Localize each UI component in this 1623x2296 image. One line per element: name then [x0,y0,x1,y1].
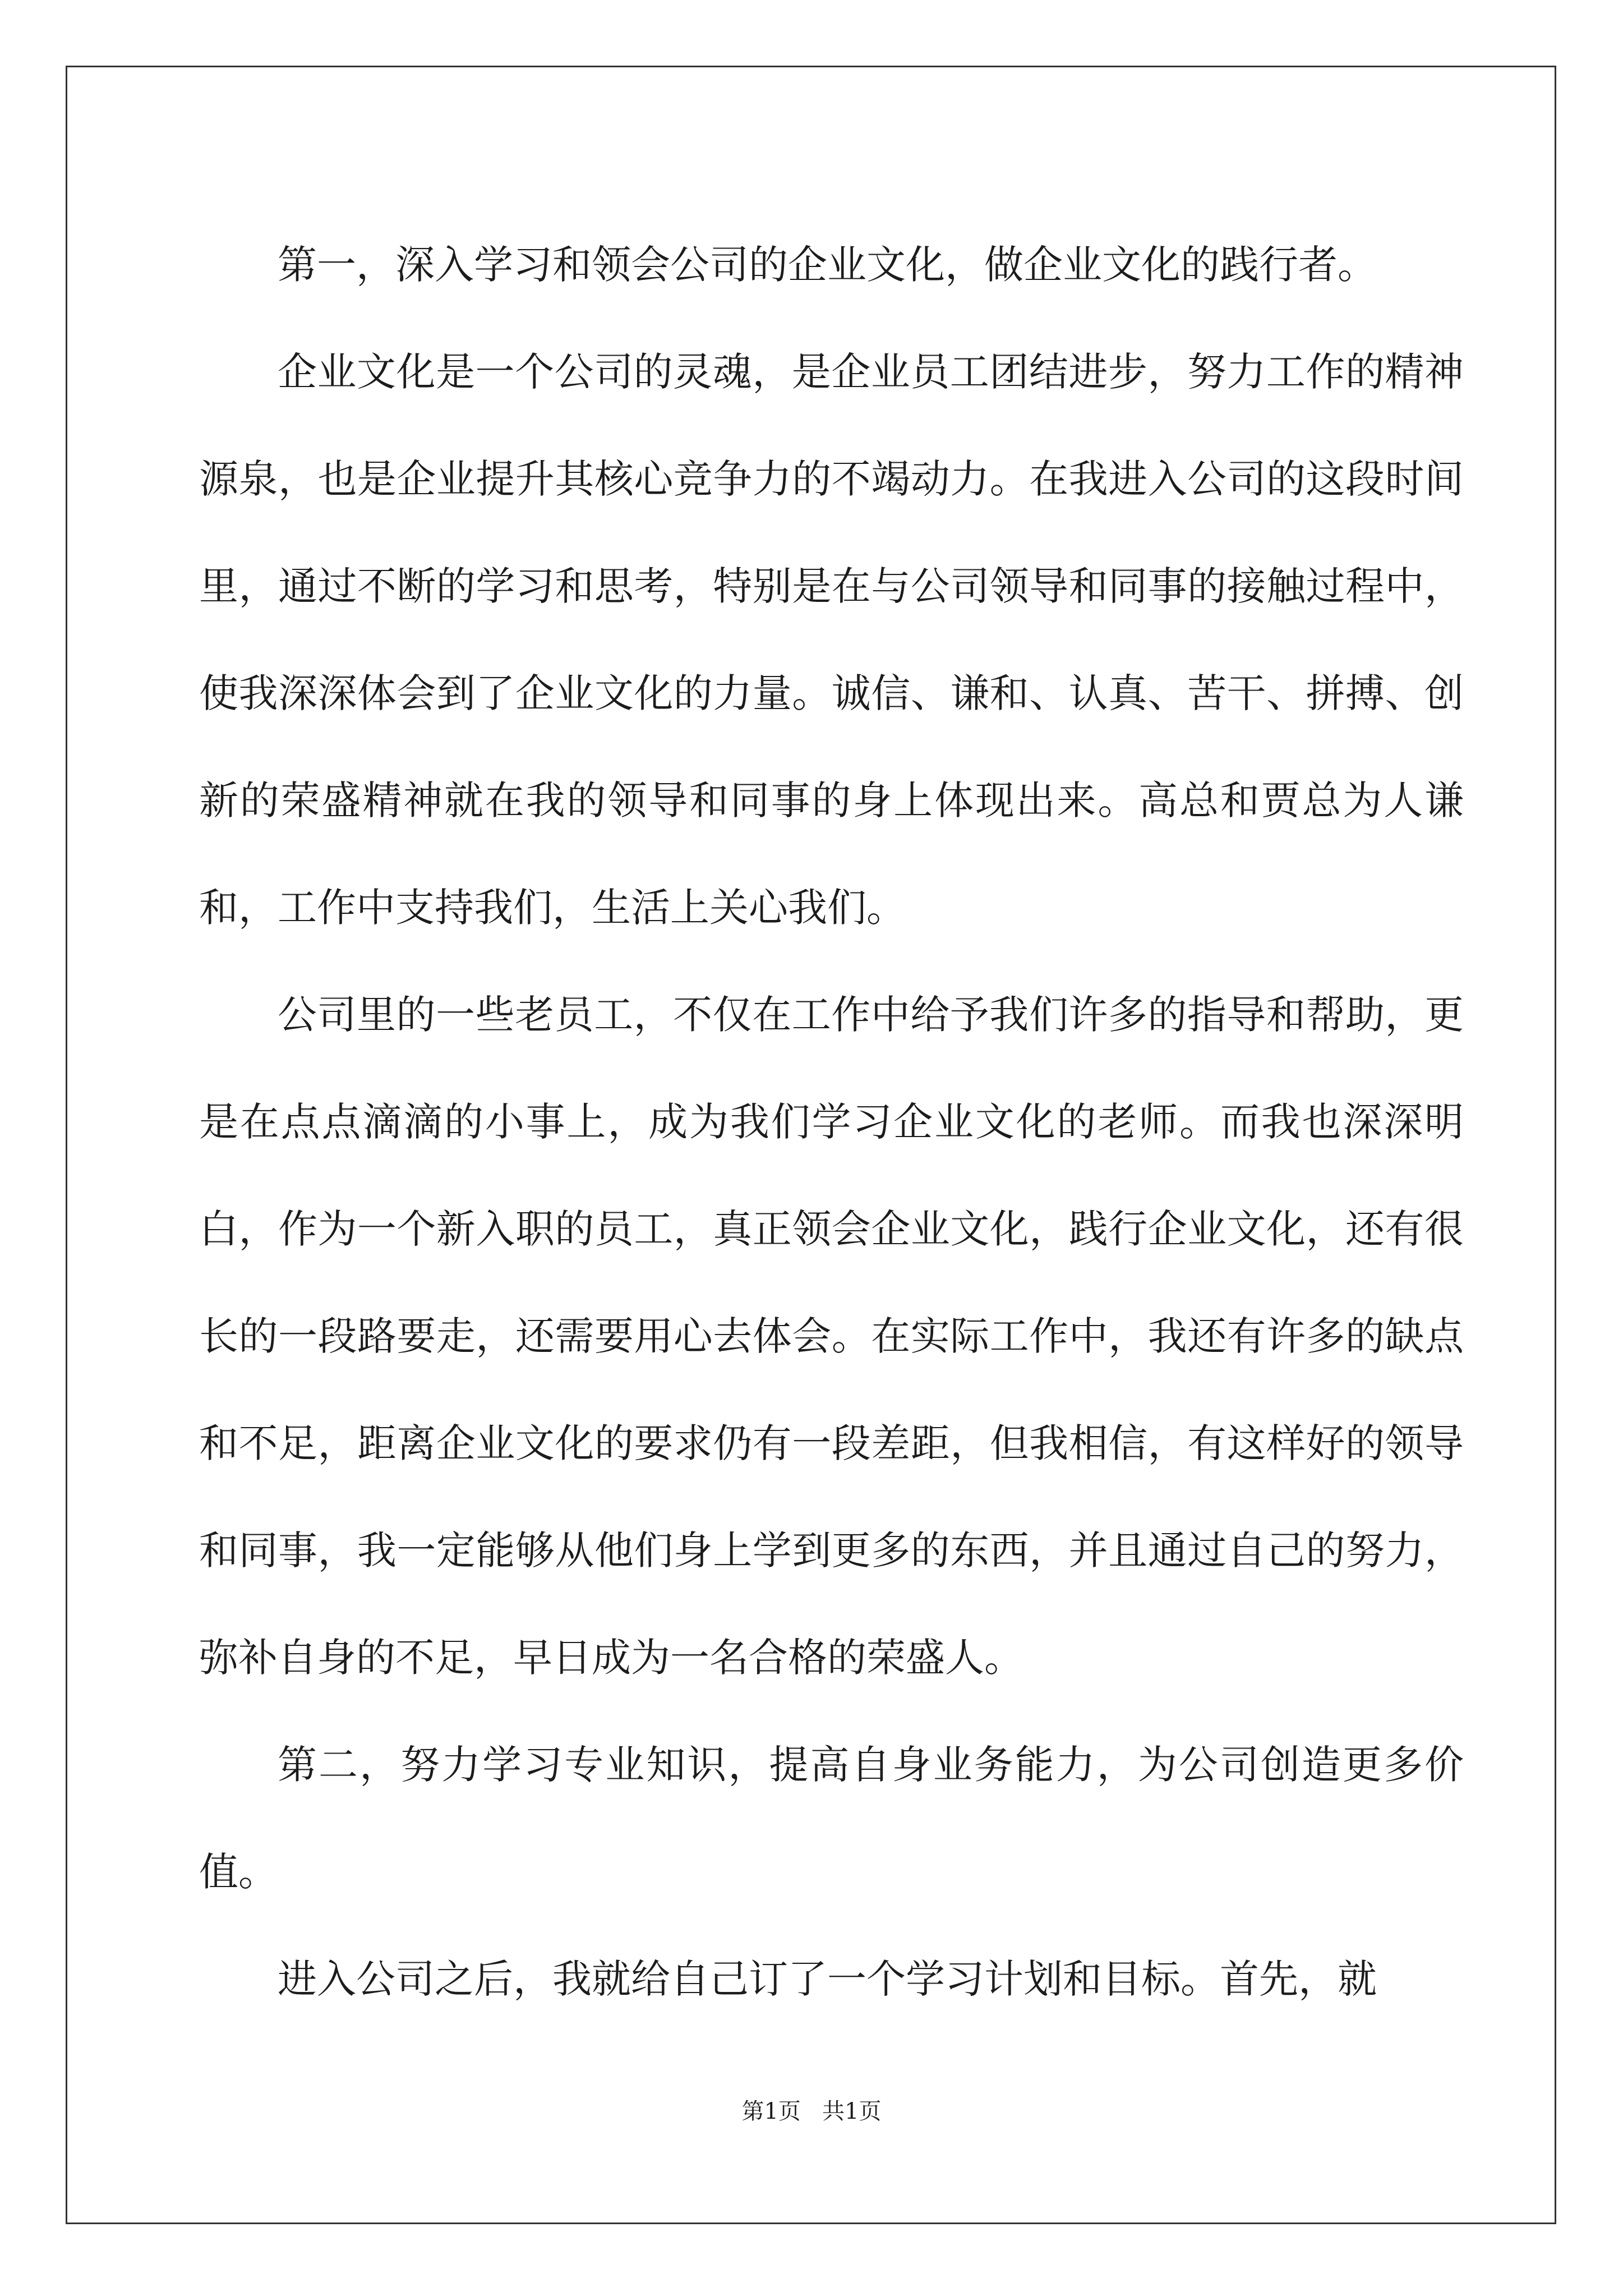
document-body [199,211,1464,2033]
paragraph-senior-staff: 公司里的一些老员工，不仅在工作中给予我们许多的指导和帮助，更是在点点滴滴的小事上，成为我们学习企业文化的老师。而我也深深明白，作为一个新入职的员工，真正领会企业文化，践行企业文化，还有很长的一段路要走，还需要用心去体会。在实际工作中，我还有许多的缺点和不足，距离企业文化的要求仍有一段差距，但我相信，有这样好的领导和同事，我一定能够从他们身上学到更多的东西，并且通过自己的努力，弥补自身的不足，早日成为一名合格的荣盛人。 [199,992,1464,1681]
paragraph-section-two-heading: 第二，努力学习专业知识，提高自身业务能力，为公司创造更多价值。 [199,1742,1464,1895]
page-number-footer: 第1页 共1页 [741,2099,882,2124]
paragraph-corporate-culture: 企业文化是一个公司的灵魂，是企业员工团结进步，努力工作的精神源泉，也是企业提升其核心竞争力的不竭动力。在我进入公司的这段时间里，通过不断的学习和思考，特别是在与公司领导和同事的接触过程中，使我深深体会到了企业文化的力量。诚信、谦和、认真、苦干、拼搏、创新的荣盛精神就在我的领导和同事的身上体现出来。高总和贾总为人谦和，工作中支持我们，生活上关心我们。 [199,349,1464,931]
paragraph-section-one-heading: 第一，深入学习和领会公司的企业文化，做企业文化的践行者。 [278,242,1377,288]
paragraph-study-plan: 进入公司之后，我就给自己订了一个学习计划和目标。首先，就 [278,1956,1377,2002]
